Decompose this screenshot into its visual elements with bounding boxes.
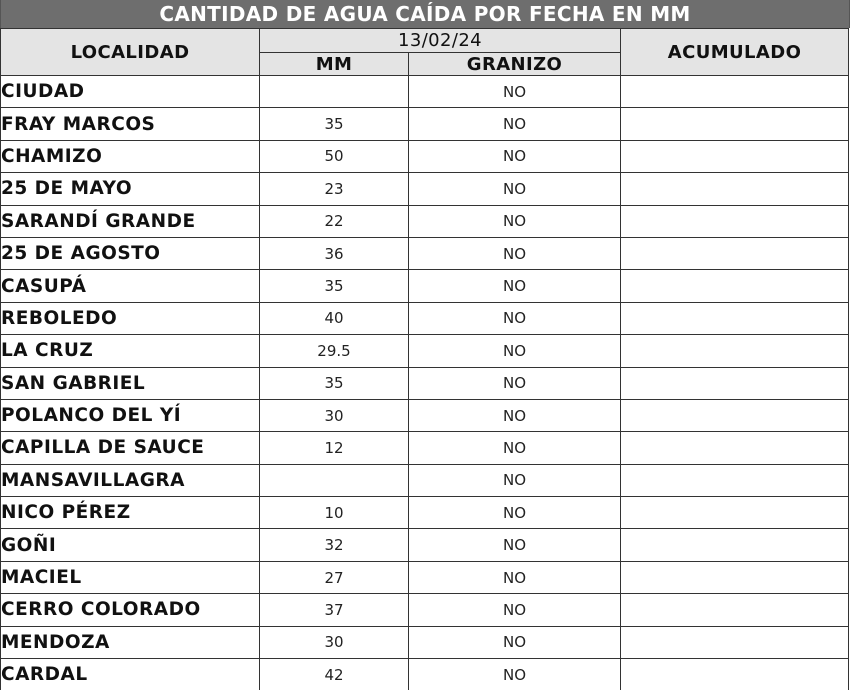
cell-granizo: NO bbox=[409, 497, 621, 529]
sheet-title: CANTIDAD DE AGUA CAÍDA POR FECHA EN MM bbox=[0, 0, 850, 28]
table-row bbox=[1, 302, 849, 334]
cell-acumulado bbox=[621, 626, 849, 658]
cell-granizo: NO bbox=[409, 270, 621, 302]
cell-granizo: NO bbox=[409, 108, 621, 140]
cell-granizo: NO bbox=[409, 529, 621, 561]
header-date: 13/02/24 bbox=[260, 29, 621, 53]
cell-mm: 12 bbox=[260, 432, 409, 464]
cell-granizo: NO bbox=[409, 464, 621, 496]
cell-granizo: NO bbox=[409, 626, 621, 658]
table-body bbox=[1, 76, 849, 690]
cell-granizo: NO bbox=[409, 76, 621, 108]
cell-granizo: NO bbox=[409, 173, 621, 205]
header-granizo: GRANIZO bbox=[409, 53, 621, 76]
header-mm: MM bbox=[260, 53, 409, 76]
cell-mm: 35 bbox=[260, 108, 409, 140]
cell-localidad: SAN GABRIEL bbox=[1, 367, 260, 399]
cell-mm: 40 bbox=[260, 302, 409, 334]
cell-acumulado bbox=[621, 464, 849, 496]
cell-granizo: NO bbox=[409, 335, 621, 367]
table-row bbox=[1, 335, 849, 367]
cell-mm: 37 bbox=[260, 594, 409, 626]
cell-acumulado bbox=[621, 497, 849, 529]
cell-acumulado bbox=[621, 367, 849, 399]
table-row bbox=[1, 76, 849, 108]
table-row bbox=[1, 626, 849, 658]
cell-acumulado bbox=[621, 561, 849, 593]
cell-acumulado bbox=[621, 399, 849, 431]
table-row bbox=[1, 140, 849, 172]
cell-localidad: GOÑI bbox=[1, 529, 260, 561]
table-row bbox=[1, 594, 849, 626]
cell-localidad: LA CRUZ bbox=[1, 335, 260, 367]
cell-acumulado bbox=[621, 205, 849, 237]
cell-acumulado bbox=[621, 302, 849, 334]
cell-mm: 35 bbox=[260, 367, 409, 399]
cell-localidad: MACIEL bbox=[1, 561, 260, 593]
table-row bbox=[1, 205, 849, 237]
cell-localidad: SARANDÍ GRANDE bbox=[1, 205, 260, 237]
cell-acumulado bbox=[621, 594, 849, 626]
cell-acumulado bbox=[621, 659, 849, 690]
cell-granizo: NO bbox=[409, 205, 621, 237]
header-acumulado: ACUMULADO bbox=[621, 29, 849, 76]
table-row bbox=[1, 270, 849, 302]
table-row bbox=[1, 399, 849, 431]
cell-acumulado bbox=[621, 432, 849, 464]
cell-granizo: NO bbox=[409, 594, 621, 626]
cell-localidad: FRAY MARCOS bbox=[1, 108, 260, 140]
cell-localidad: NICO PÉREZ bbox=[1, 497, 260, 529]
cell-granizo: NO bbox=[409, 140, 621, 172]
cell-acumulado bbox=[621, 173, 849, 205]
cell-granizo: NO bbox=[409, 302, 621, 334]
cell-localidad: 25 DE AGOSTO bbox=[1, 237, 260, 269]
cell-mm: 35 bbox=[260, 270, 409, 302]
cell-mm: 32 bbox=[260, 529, 409, 561]
cell-mm: 29.5 bbox=[260, 335, 409, 367]
table-header bbox=[1, 29, 849, 76]
cell-localidad: CARDAL bbox=[1, 659, 260, 690]
cell-granizo: NO bbox=[409, 561, 621, 593]
cell-localidad: MANSAVILLAGRA bbox=[1, 464, 260, 496]
cell-granizo: NO bbox=[409, 367, 621, 399]
cell-granizo: NO bbox=[409, 432, 621, 464]
table-row bbox=[1, 464, 849, 496]
cell-mm: 10 bbox=[260, 497, 409, 529]
table-row bbox=[1, 561, 849, 593]
cell-granizo: NO bbox=[409, 399, 621, 431]
cell-mm bbox=[260, 464, 409, 496]
cell-acumulado bbox=[621, 529, 849, 561]
cell-localidad: REBOLEDO bbox=[1, 302, 260, 334]
cell-mm: 23 bbox=[260, 173, 409, 205]
cell-mm: 42 bbox=[260, 659, 409, 690]
cell-localidad: 25 DE MAYO bbox=[1, 173, 260, 205]
cell-acumulado bbox=[621, 140, 849, 172]
cell-acumulado bbox=[621, 270, 849, 302]
cell-granizo: NO bbox=[409, 237, 621, 269]
table-row bbox=[1, 367, 849, 399]
table-row bbox=[1, 237, 849, 269]
cell-mm: 27 bbox=[260, 561, 409, 593]
cell-mm: 50 bbox=[260, 140, 409, 172]
cell-acumulado bbox=[621, 237, 849, 269]
table-row bbox=[1, 529, 849, 561]
table-row bbox=[1, 432, 849, 464]
cell-localidad: CERRO COLORADO bbox=[1, 594, 260, 626]
rainfall-table bbox=[0, 28, 849, 690]
cell-localidad: CASUPÁ bbox=[1, 270, 260, 302]
cell-localidad: MENDOZA bbox=[1, 626, 260, 658]
table-row bbox=[1, 173, 849, 205]
cell-localidad: CHAMIZO bbox=[1, 140, 260, 172]
cell-localidad: CAPILLA DE SAUCE bbox=[1, 432, 260, 464]
cell-mm bbox=[260, 76, 409, 108]
cell-mm: 30 bbox=[260, 626, 409, 658]
cell-localidad: CIUDAD bbox=[1, 76, 260, 108]
cell-mm: 30 bbox=[260, 399, 409, 431]
table-row bbox=[1, 497, 849, 529]
cell-acumulado bbox=[621, 108, 849, 140]
cell-mm: 22 bbox=[260, 205, 409, 237]
cell-acumulado bbox=[621, 335, 849, 367]
cell-acumulado bbox=[621, 76, 849, 108]
table-row bbox=[1, 108, 849, 140]
table-row bbox=[1, 659, 849, 690]
cell-mm: 36 bbox=[260, 237, 409, 269]
header-localidad: LOCALIDAD bbox=[1, 29, 260, 76]
cell-localidad: POLANCO DEL YÍ bbox=[1, 399, 260, 431]
cell-granizo: NO bbox=[409, 659, 621, 690]
